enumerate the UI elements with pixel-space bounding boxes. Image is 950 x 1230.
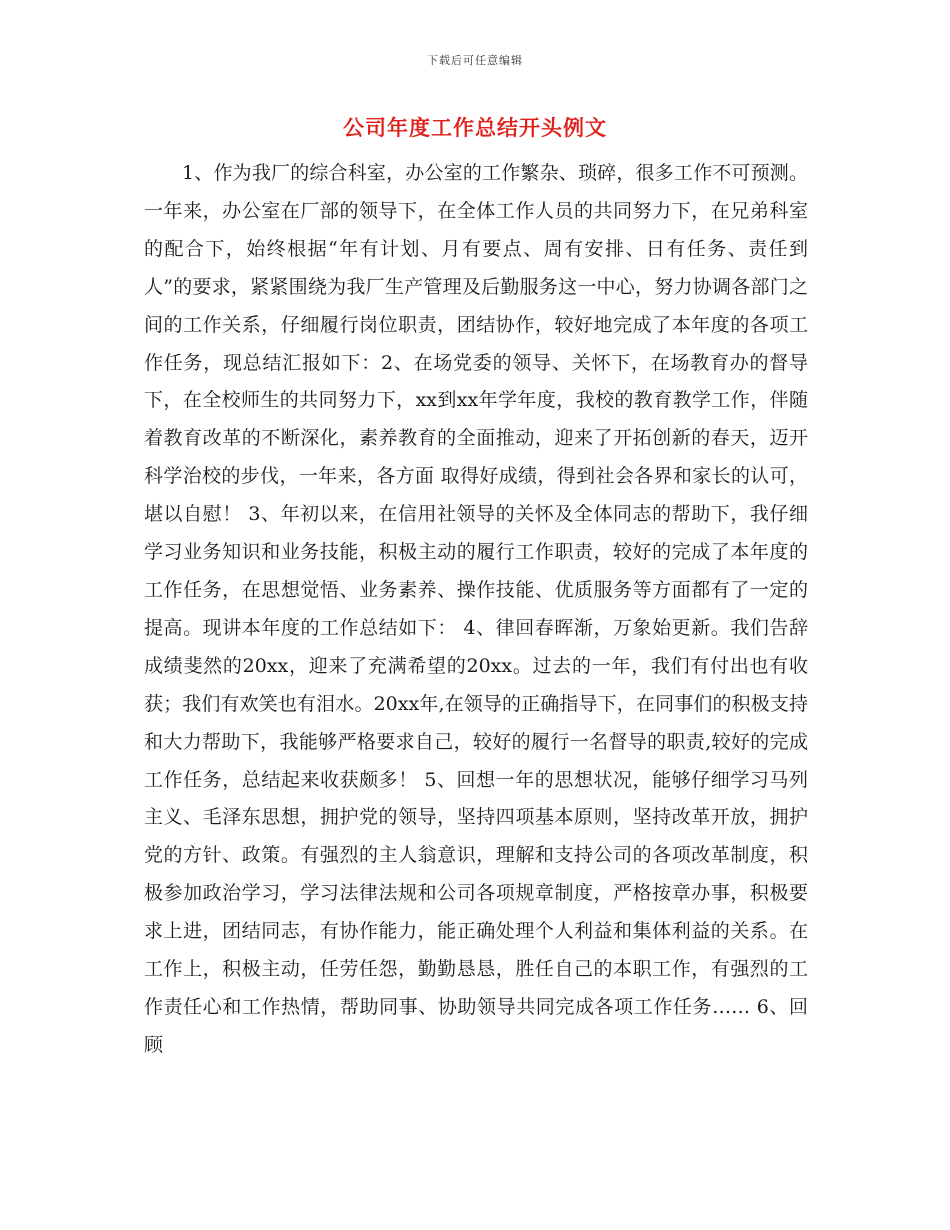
document-body: 1、作为我厂的综合科室，办公室的工作繁杂、琐碎，很多工作不可预测。一年来，办公室在厂部的领导下，在全体工作人员的共同努力下，在兄弟科室的配合下，始终根据“年有计划、月有要点、周有安排、日有任务、责任到人”的要求，紧紧围绕为我厂生产管理及后勤服务这一中心，努力协调各部门之间的工作关系，仔细履行岗位职责，团结协作，较好地完成了本年度的各项工作任务，现总结汇报如下：2、在场党委的领导、关怀下，在场教育办的督导下，在全校师生的共同努力下，xx到xx年学年度，我校的教育教学工作，伴随着教育改革的不断深化，素养教育的全面推动，迎来了开拓创新的春天，迈开科学治校的步伐，一年来，各方面 取得好成绩，得到社会各界和家长的认可，堪以自慰！ 3、年初以来，在信用社领导的关怀及全体同志的帮助下，我仔细学习业务知识和业务技能，积极主动的履行工作职责，较好的完成了本年度的工作任务，在思想觉悟、业务素养、操作技能、优质服务等方面都有了一定的提高。现讲本年度的工作总结如下： 4、律回春晖渐，万象始更新。我们告辞成绩斐然的20xx，迎来了充满希望的20xx。过去的一年，我们有付出也有收获；我们有欢笑也有泪水。20xx年,在领导的正确指导下，在同事们的积极支持和大力帮助下，我能够严格要求自己，较好的履行一名督导的职责,较好的完成工作任务，总结起来收获颇多！ 5、回想一年的思想状况，能够仔细学习马列主义、毛泽东思想，拥护党的领导，坚持四项基本原则，坚持改革开放，拥护党的方针、政策。有强烈的主人翁意识，理解和支持公司的各项改革制度，积极参加政治学习，学习法律法规和公司各项规章制度，严格按章办事，积极要求上进，团结同志，有协作能力，能正确处理个人利益和集体利益的关系。在工作上，积极主动，任劳任怨，勤勤恳恳，胜任自己的本职工作，有强烈的工作责任心和工作热情，帮助同事、协助领导共同完成各项工作任务…… 6、回顾 xyxy=(144,162,808,1056)
document-title: 公司年度工作总结开头例文 xyxy=(343,115,607,140)
header-note: 下载后可任意编辑 xyxy=(427,54,523,67)
